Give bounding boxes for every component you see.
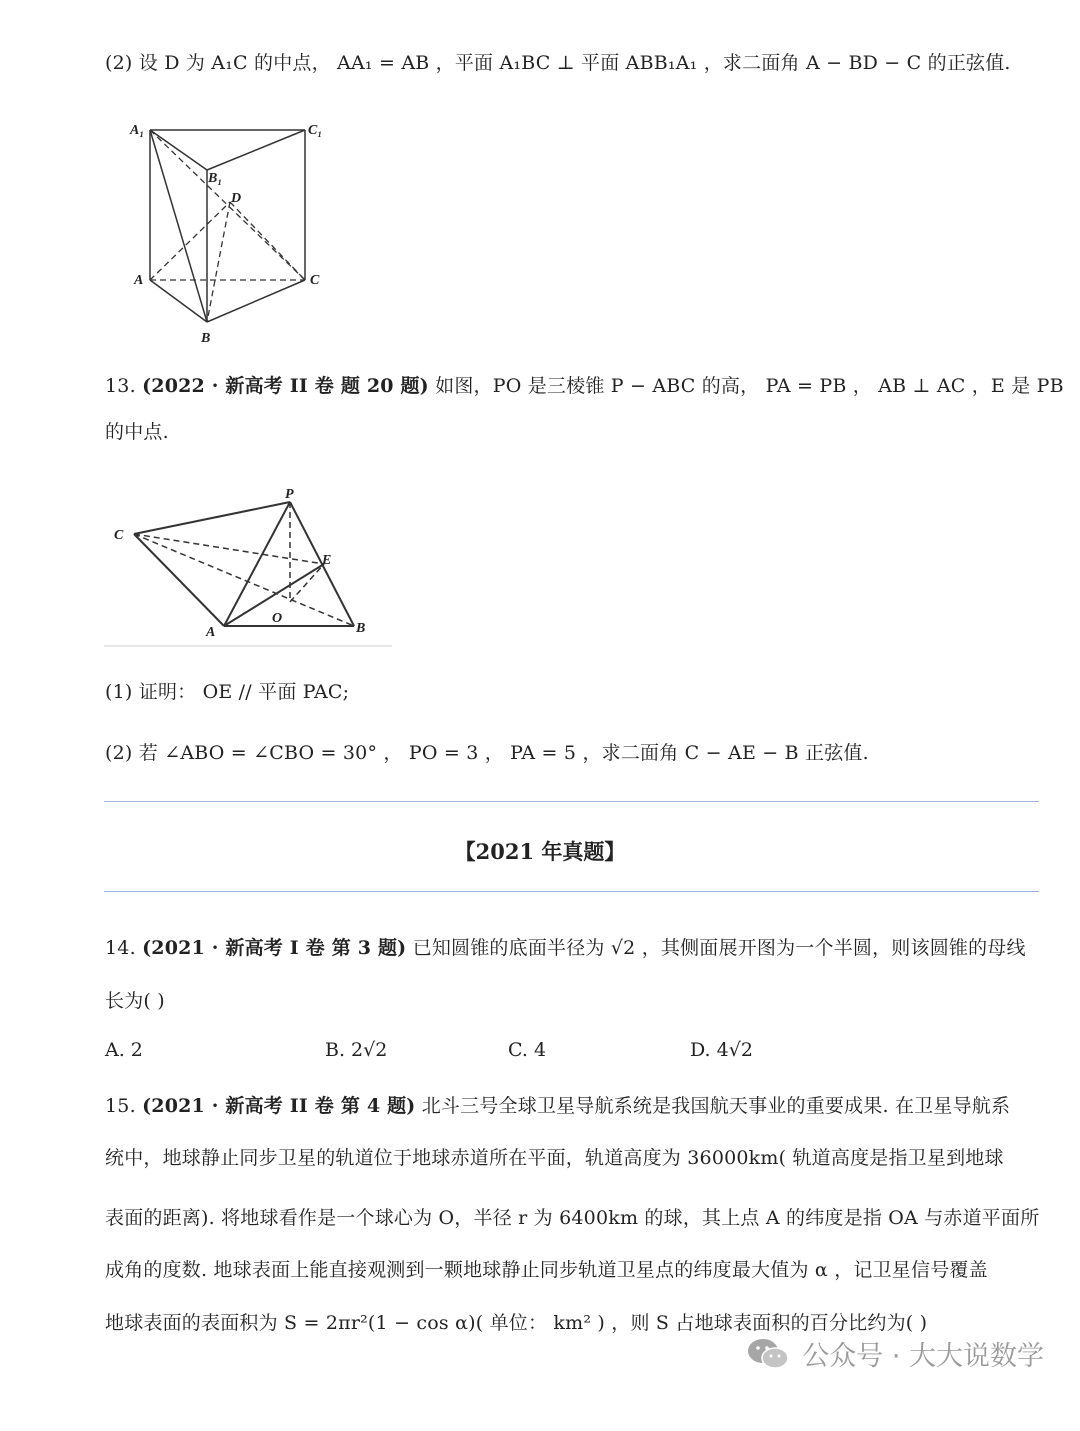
q15-source: (2021 · 新高考 II 卷 第 4 题) — [142, 1095, 416, 1117]
watermark-text: 公众号 · 大大说数学 — [802, 1341, 1044, 1372]
q14-text1: 已知圆锥的底面半径为 √2 ，其侧面展开图为一个半圆，则该圆锥的母线 — [412, 937, 1026, 959]
section-rule-bottom — [104, 891, 1039, 892]
q15-line4: 成角的度数. 地球表面上能直接观测到一颗地球静止同步轨道卫星点的纬度最大值为 α ，记卫星信号覆盖 — [105, 1259, 988, 1281]
q14-source: (2021 · 新高考 I 卷 第 3 题) — [142, 937, 407, 959]
q15-text1: 北斗三号全球卫星导航系统是我国航天事业的重要成果. 在卫星导航系 — [421, 1095, 1011, 1117]
q12-part2: (2) 设 D 为 A₁C 的中点， AA₁ = AB ，平面 A₁BC ⊥ 平面 ABB₁A₁ ，求二面角 A − BD − C 的正弦值. — [105, 52, 1011, 74]
q15-line2: 统中，地球静止同步卫星的轨道位于地球赤道所在平面，轨道高度为 36000km( 轨道高度是指卫星到地球 — [105, 1147, 1004, 1169]
label-A: A — [134, 273, 144, 288]
wechat-icon — [746, 1337, 790, 1371]
section-rule-top — [104, 801, 1039, 802]
q14-option-a: A. 2 — [105, 1039, 143, 1061]
label-D: D — [231, 191, 242, 206]
watermark — [746, 1334, 1044, 1373]
q13-source: (2022 · 新高考 II 卷 题 20 题) — [142, 375, 429, 397]
section-title: 【2021 年真题】 — [454, 839, 626, 864]
q15-line1 — [105, 1091, 1010, 1118]
label-O: O — [272, 611, 283, 626]
q13-part1: (1) 证明： OE // 平面 PAC; — [105, 681, 350, 703]
label-C2: C — [114, 528, 124, 543]
q13-text1: 如图，PO 是三棱锥 P − ABC 的高， PA = PB ， AB ⊥ AC ，E 是 PB — [435, 375, 1064, 397]
q13-number: 13. — [105, 375, 136, 397]
q15-line3: 表面的距离). 将地球看作是一个球心为 O，半径 r 为 6400km 的球，其上点 A 的纬度是指 OA 与赤道平面所 — [105, 1207, 1040, 1229]
label-P: P — [285, 487, 294, 502]
q14-line1 — [105, 933, 1026, 960]
q13-part2: (2) 若 ∠ABO = ∠CBO = 30° ， PO = 3 ， PA = 5 ，求二面角 C − AE − B 正弦值. — [105, 742, 869, 764]
label-B1: B₁ — [208, 171, 223, 186]
q14-number: 14. — [105, 937, 136, 959]
q14-line2: 长为( ) — [105, 990, 165, 1012]
label-E: E — [322, 553, 332, 568]
label-A1: A₁ — [130, 123, 145, 138]
label-C1: C₁ — [308, 123, 323, 138]
q14-option-b: B. 2√2 — [325, 1039, 388, 1061]
q14-option-d: D. 4√2 — [690, 1039, 753, 1061]
label-B: B — [201, 331, 211, 346]
prism-figure — [120, 110, 340, 350]
label-C: C — [310, 273, 320, 288]
q15-number: 15. — [105, 1095, 136, 1117]
label-A2: A — [206, 625, 216, 640]
q15-line5: 地球表面的表面积为 S = 2πr²(1 − cos α)( 单位： km² ) ，则 S 占地球表面积的百分比约为( ) — [105, 1312, 928, 1334]
q13-line1 — [105, 371, 1064, 398]
q14-option-c: C. 4 — [508, 1039, 547, 1061]
pyramid-figure — [104, 482, 394, 652]
q13-line2: 的中点. — [105, 421, 169, 443]
label-B2: B — [356, 621, 366, 636]
